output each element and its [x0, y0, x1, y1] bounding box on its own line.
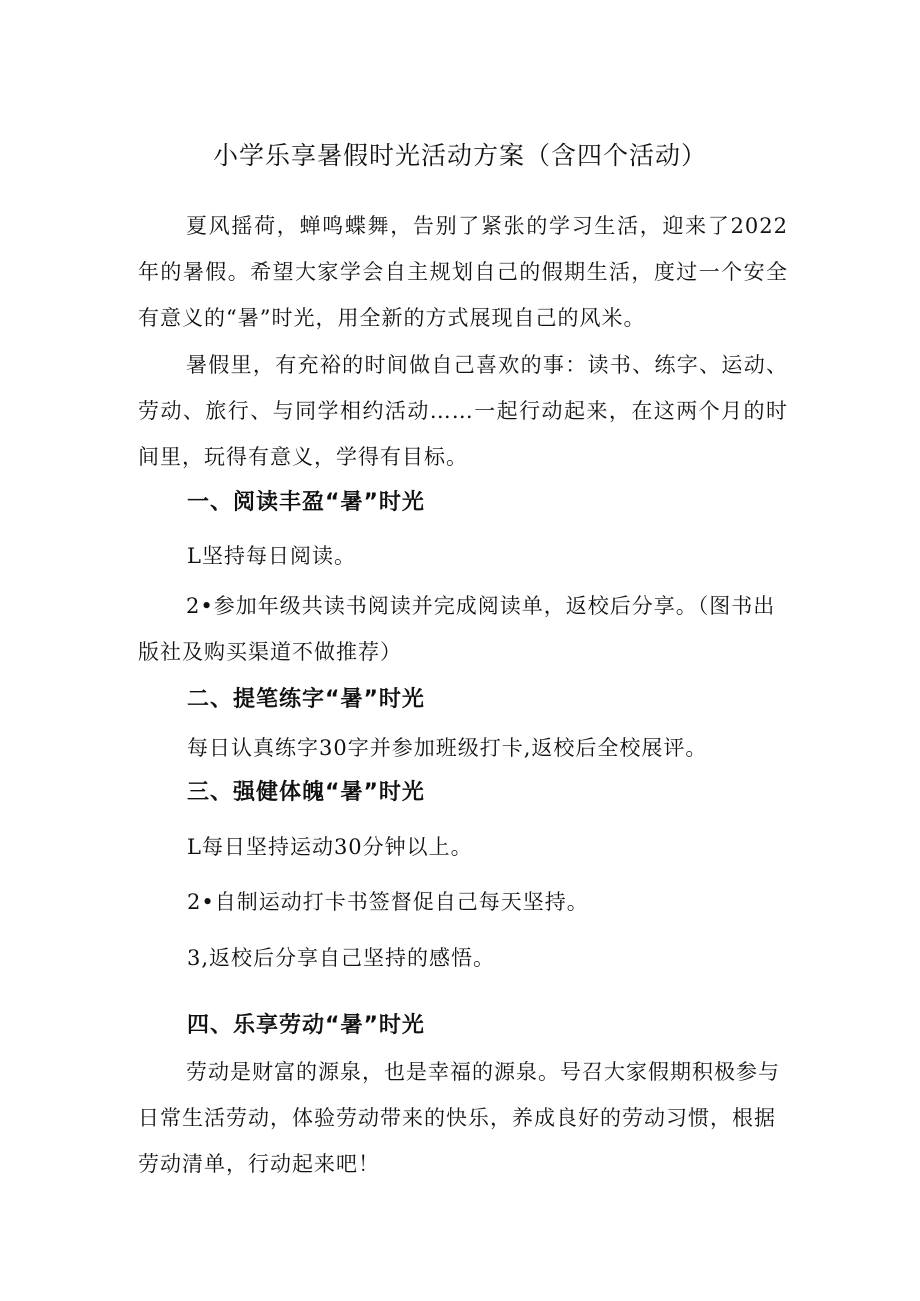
fitness-item-3: 3,返校后分享自己坚持的感悟。	[187, 946, 496, 970]
calligraphy-item-1: 每日认真练字30字并参加班级打卡,返校后全校展评。	[187, 736, 708, 760]
page-title: 小学乐享暑假时光活动方案（含四个活动）	[212, 141, 707, 170]
section-heading-labor: 四、乐享劳动“暑”时光	[187, 1013, 425, 1038]
intro-paragraph-1: 夏风摇荷，蝉鸣蝶舞，告别了紧张的学习生活，迎来了2022年的暑假。希望大家学会自主规划自己的假期生活，度过一个安全有意义的“暑”时光，用全新的方式展现自己的风米。	[138, 214, 788, 330]
fitness-item-2: 2•自制运动打卡书签督促自己每天坚持。	[187, 890, 589, 914]
section-heading-fitness: 三、强健体魄“暑”时光	[187, 780, 425, 805]
intro-paragraph-2: 暑假里，有充裕的时间做自己喜欢的事：读书、练字、运动、劳动、旅行、与同学相约活动……一起行动起来，在这两个月的时间里，玩得有意义，学得有目标。	[138, 353, 788, 469]
labor-paragraph: 劳动是财富的源泉，也是幸福的源泉。号召大家假期积极参与日常生活劳动，体验劳动带来的快乐，养成良好的劳动习惯，根据劳动清单，行动起来吧！	[138, 1060, 780, 1176]
fitness-item-1: L每日坚持运动30分钟以上。	[187, 835, 473, 859]
section-heading-reading: 一、阅读丰盈“暑”时光	[187, 490, 425, 515]
section-heading-calligraphy: 二、提笔练字“暑”时光	[187, 687, 425, 712]
reading-item-2: 2•参加年级共读书阅读并完成阅读单，返校后分享。（图书出版社及购买渠道不做推荐）	[138, 594, 776, 664]
reading-item-1: L坚持每日阅读。	[187, 544, 356, 568]
